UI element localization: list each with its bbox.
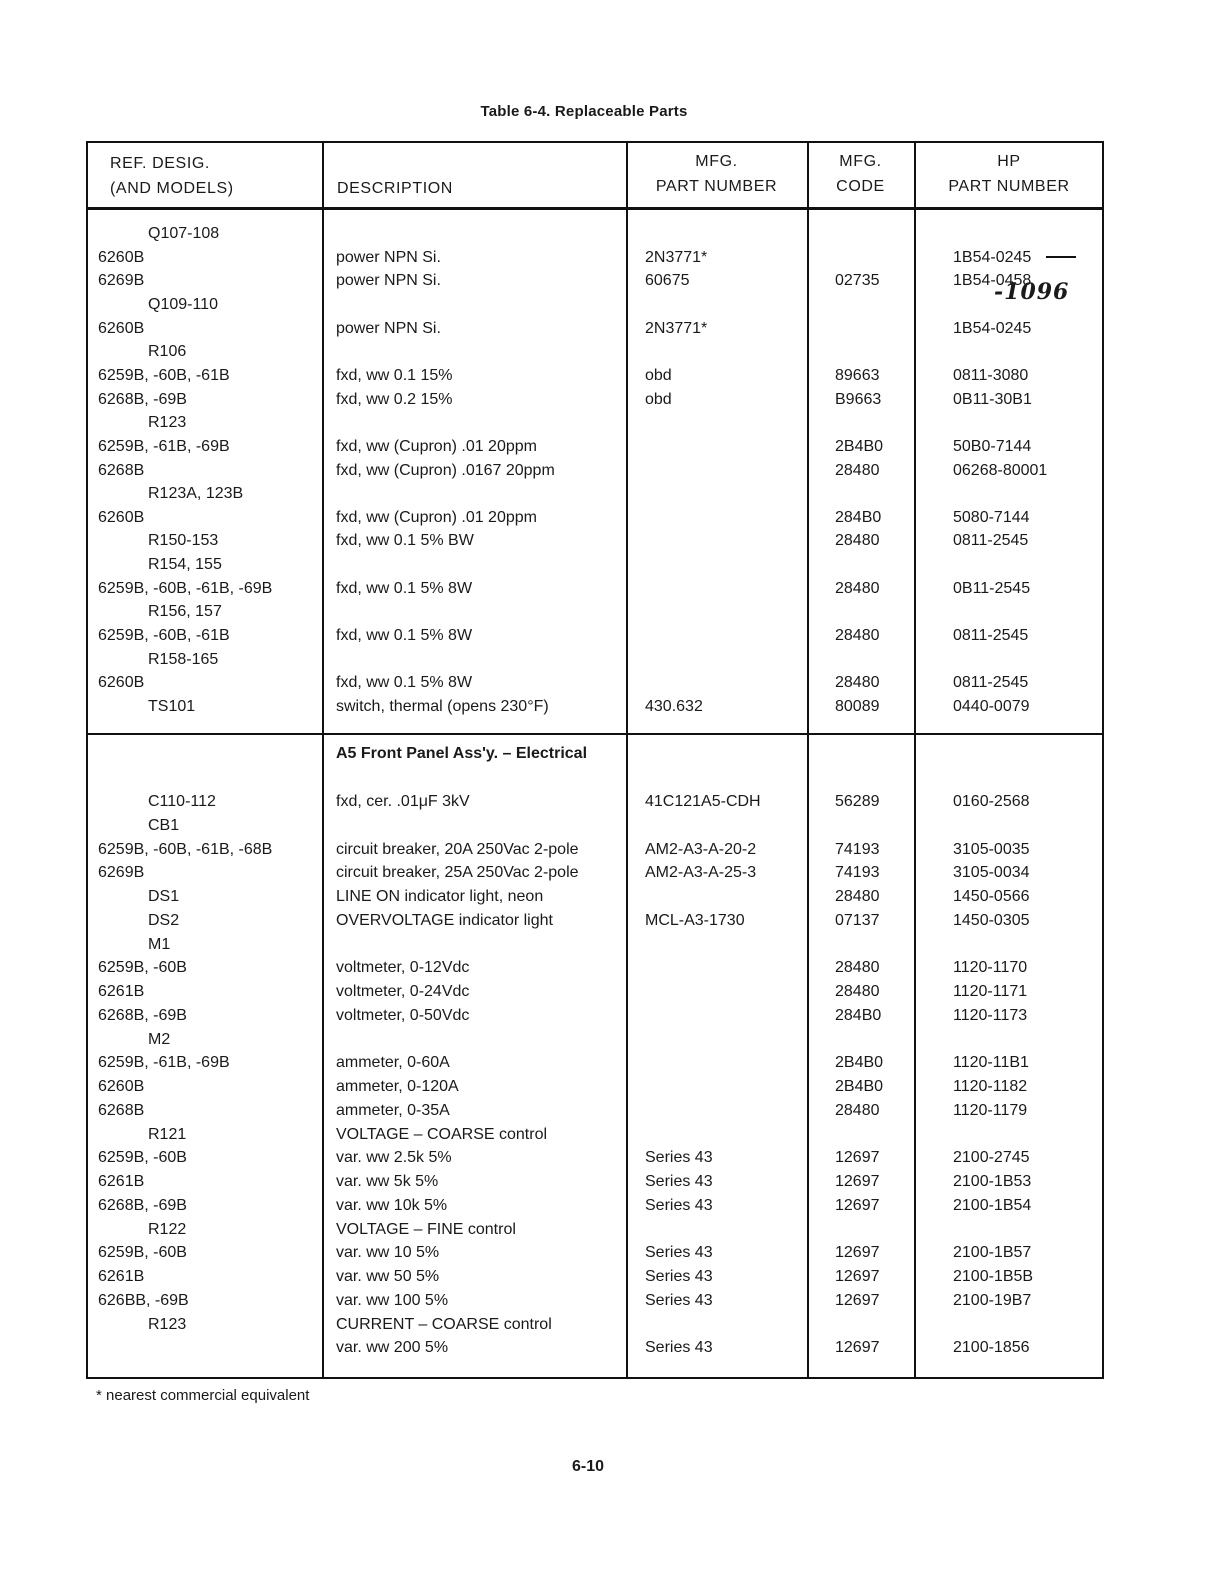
ref-desig-cell: 6259B, -60B, -61B (98, 627, 230, 645)
table-row (88, 340, 1102, 364)
ref-desig-cell: Q107-108 (148, 225, 220, 242)
ref-desig-cell: M2 (148, 1030, 171, 1048)
mfg-part-number-cell: 60675 (645, 272, 690, 290)
table-row (88, 980, 1102, 1004)
mfg-code-cell: 2B4B0 (835, 1078, 884, 1095)
ref-desig-cell: 6260B (98, 248, 145, 266)
mfg-code-cell: 28480 (835, 959, 880, 977)
hp-part-number-cell: 2100-19B7 (953, 1291, 1032, 1309)
table-title: Table 6-4. Replaceable Parts (480, 103, 688, 120)
table-row (88, 553, 1102, 577)
mfg-code-cell: 28480 (835, 1101, 880, 1119)
hp-part-number-cell: 1120-1182 (953, 1078, 1028, 1095)
ref-desig-cell: R123A, 123B (148, 485, 244, 503)
description-cell: var. ww 10 5% (336, 1244, 440, 1262)
description-cell: power NPN Si. (336, 319, 441, 337)
mfg-part-number-cell: Series 43 (645, 1173, 713, 1190)
section-heading-row (88, 742, 1102, 766)
description-cell: ammeter, 0-120A (336, 1078, 459, 1095)
hp-part-number-cell: 0811-2545 (953, 627, 1029, 645)
hp-part-number-cell: 2100-1B53 (953, 1173, 1032, 1190)
description-cell: power NPN Si. (336, 248, 441, 266)
description-cell: var. ww 5k 5% (336, 1173, 439, 1190)
mfg-code-cell: 02735 (835, 272, 880, 290)
table-row (88, 269, 1102, 293)
hp-part-number-cell: 2100-2745 (953, 1149, 1030, 1167)
ref-desig-cell: 6259B, -60B (98, 959, 187, 977)
mfg-part-number-cell: 2N3771* (645, 319, 708, 337)
strikethrough-mark (1046, 256, 1076, 258)
table-row (88, 577, 1102, 601)
ref-desig-cell: R158-165 (148, 650, 219, 668)
section-title: A5 Front Panel Ass'y. – Electrical (336, 745, 588, 762)
description-cell: var. ww 200 5% (336, 1339, 449, 1357)
table-row (88, 624, 1102, 648)
ref-desig-cell: 6259B, -60B, -61B, -68B (98, 840, 273, 858)
description-cell: fxd, ww (Cupron) .01 20ppm (336, 437, 537, 455)
table-row (88, 861, 1102, 885)
ref-desig-cell: R156, 157 (148, 603, 222, 621)
mfg-code-cell: 28480 (835, 532, 880, 550)
ref-desig-cell: R106 (148, 343, 187, 361)
description-cell: fxd, ww 0.1 5% 8W (336, 674, 473, 692)
table-row (88, 790, 1102, 814)
hp-part-number-cell: 1120-1179 (953, 1101, 1028, 1119)
mfg-part-number-cell: 41C121A5-CDH (645, 793, 761, 810)
description-cell: fxd, ww 0.1 5% 8W (336, 579, 473, 597)
description-cell: fxd, ww (Cupron) .0167 20ppm (336, 461, 555, 479)
table-row (88, 1004, 1102, 1028)
ref-desig-cell: 6268B, -69B (98, 1196, 187, 1214)
hp-part-number-cell: 1B54-0245 (953, 319, 1032, 337)
ref-desig-cell: 6260B (98, 674, 145, 692)
mfg-part-number-cell: obd (645, 366, 672, 384)
table-row (88, 671, 1102, 695)
mfg-code-cell: 2B4B0 (835, 437, 884, 455)
hp-part-number-cell: 3105-0034 (953, 864, 1030, 882)
mfg-code-cell: 284B0 (835, 508, 882, 526)
ref-desig-cell: R123 (148, 414, 187, 432)
mfg-part-number-cell: obd (645, 390, 672, 408)
hp-part-number-cell: 1B54-0458 (953, 272, 1032, 290)
mfg-part-number-cell: 430.632 (645, 698, 703, 715)
ref-desig-cell: R154, 155 (148, 556, 222, 574)
hp-part-number-cell: 3105-0035 (953, 840, 1030, 858)
description-cell: LINE ON indicator light, neon (336, 888, 544, 905)
ref-desig-cell: DS1 (148, 888, 180, 905)
mfg-code-cell: 28480 (835, 674, 880, 692)
hp-part-number-cell: 5080-7144 (953, 508, 1030, 526)
ref-desig-cell: 6261B (98, 1173, 145, 1190)
table-row (88, 695, 1102, 719)
table-row (88, 364, 1102, 388)
mfg-code-cell: 28480 (835, 461, 880, 479)
table-row (88, 600, 1102, 624)
table-row (88, 529, 1102, 553)
table-row (88, 1075, 1102, 1099)
ref-desig-cell: 6259B, -60B, -61B (98, 366, 230, 384)
mfg-part-number-cell: MCL-A3-1730 (645, 911, 745, 929)
mfg-code-cell: 28480 (835, 983, 880, 1000)
table-row (88, 246, 1102, 270)
ref-desig-cell: 6268B, -69B (98, 390, 187, 408)
table-row (88, 388, 1102, 412)
mfg-code-cell: 56289 (835, 793, 880, 810)
ref-desig-cell: 6268B (98, 461, 145, 479)
table-row (88, 814, 1102, 838)
ref-desig-cell: CB1 (148, 816, 180, 834)
ref-desig-cell: Q109-110 (148, 295, 218, 313)
ref-desig-cell: 6259B, -60B, -61B, -69B (98, 579, 273, 597)
mfg-code-cell: 12697 (835, 1268, 880, 1285)
mfg-code-cell: 89663 (835, 366, 880, 384)
table-row (88, 1123, 1102, 1147)
ref-desig-cell: M1 (148, 935, 171, 953)
description-cell: fxd, ww 0.2 15% (336, 390, 453, 408)
ref-desig-cell: 626BB, -69B (98, 1291, 189, 1309)
description-cell: power NPN Si. (336, 272, 441, 290)
ref-desig-cell: 6260B (98, 508, 145, 526)
mfg-code-cell: 12697 (835, 1244, 880, 1262)
table-row (88, 1313, 1102, 1337)
table-row (88, 1265, 1102, 1289)
table-row (88, 435, 1102, 459)
ref-desig-cell: 6259B, -60B (98, 1244, 187, 1262)
hp-part-number-cell: 2100-1856 (953, 1339, 1030, 1357)
description-cell: var. ww 10k 5% (336, 1196, 448, 1214)
mfg-code-cell: 12697 (835, 1291, 880, 1309)
table-row (88, 317, 1102, 341)
table-row (88, 1099, 1102, 1123)
mfg-part-number-cell: Series 43 (645, 1268, 713, 1285)
mfg-part-number-cell: Series 43 (645, 1339, 713, 1357)
description-cell: circuit breaker, 25A 250Vac 2-pole (336, 864, 579, 882)
header-rule (88, 207, 1102, 210)
ref-desig-cell: 6268B, -69B (98, 1006, 187, 1024)
hp-part-number-cell: 0440-0079 (953, 698, 1030, 715)
mfg-code-cell: 80089 (835, 698, 880, 715)
description-cell: fxd, cer. .01μF 3kV (336, 793, 470, 810)
table-row (88, 482, 1102, 506)
table-row (88, 933, 1102, 957)
handwritten-correction: -1096 (994, 279, 1070, 305)
mfg-code-cell: 28480 (835, 888, 880, 905)
description-cell: voltmeter, 0-50Vdc (336, 1006, 470, 1024)
ref-desig-cell: R122 (148, 1220, 187, 1238)
mfg-code-cell: B9663 (835, 390, 882, 408)
ref-desig-cell: 6259B, -61B, -69B (98, 437, 230, 455)
table-row (88, 885, 1102, 909)
table-row (88, 838, 1102, 862)
header-description: DESCRIPTION (337, 180, 453, 197)
hp-part-number-cell: 1120-1171 (953, 983, 1028, 1000)
hp-part-number-cell: 0811-3080 (953, 366, 1029, 384)
hp-part-number-cell: 1120-11B1 (953, 1054, 1029, 1072)
description-cell: fxd, ww 0.1 5% BW (336, 532, 474, 550)
ref-desig-cell: 6260B (98, 319, 145, 337)
mfg-part-number-cell: 2N3771* (645, 248, 708, 266)
description-cell: circuit breaker, 20A 250Vac 2-pole (336, 840, 579, 858)
hp-part-number-cell: 50B0-7144 (953, 437, 1032, 455)
section-rule (88, 733, 1102, 735)
description-cell: fxd, ww 0.1 5% 8W (336, 627, 473, 645)
mfg-code-cell: 12697 (835, 1196, 880, 1214)
header-mfg-part-number: MFG. PART NUMBER (655, 153, 778, 195)
ref-desig-cell: 6261B (98, 983, 145, 1000)
hp-part-number-cell: 0160-2568 (953, 793, 1030, 810)
table-row (88, 222, 1102, 246)
description-cell: VOLTAGE – COARSE control (336, 1125, 548, 1143)
description-cell: var. ww 50 5% (336, 1268, 440, 1285)
hp-part-number-cell: 2100-1B54 (953, 1196, 1032, 1214)
ref-desig-cell: 6269B (98, 864, 145, 882)
hp-part-number-cell: 0811-2545 (953, 532, 1029, 550)
description-cell: var. ww 2.5k 5% (336, 1149, 452, 1167)
table-row (88, 506, 1102, 530)
mfg-code-cell: 07137 (835, 911, 880, 929)
mfg-code-cell: 12697 (835, 1173, 880, 1190)
mfg-code-cell: 28480 (835, 579, 880, 597)
table-row (88, 1051, 1102, 1075)
description-cell: fxd, ww 0.1 15% (336, 366, 453, 384)
hp-part-number-cell: 0B11-30B1 (953, 390, 1032, 408)
table-row (88, 1170, 1102, 1194)
description-cell: VOLTAGE – FINE control (336, 1220, 516, 1238)
table-row (88, 1289, 1102, 1313)
ref-desig-cell: R123 (148, 1315, 187, 1333)
mfg-part-number-cell: Series 43 (645, 1244, 713, 1262)
mfg-code-cell: 2B4B0 (835, 1054, 884, 1072)
table-row (88, 411, 1102, 435)
description-cell: fxd, ww (Cupron) .01 20ppm (336, 508, 537, 526)
mfg-part-number-cell: Series 43 (645, 1196, 713, 1214)
mfg-part-number-cell: Series 43 (645, 1149, 713, 1167)
ref-desig-cell: 6259B, -61B, -69B (98, 1054, 230, 1072)
description-cell: switch, thermal (opens 230°F) (336, 698, 549, 715)
table-row (88, 1241, 1102, 1265)
ref-desig-cell: DS2 (148, 911, 180, 929)
mfg-code-cell: 12697 (835, 1339, 880, 1357)
ref-desig-cell: 6260B (98, 1078, 145, 1095)
hp-part-number-cell: 2100-1B5B (953, 1268, 1034, 1285)
hp-part-number-cell: 0B11-2545 (953, 579, 1031, 597)
table-row (88, 909, 1102, 933)
table-row (88, 1028, 1102, 1052)
ref-desig-cell: 6261B (98, 1268, 145, 1285)
mfg-part-number-cell: AM2-A3-A-20-2 (645, 840, 757, 858)
hp-part-number-cell: 1450-0566 (953, 888, 1030, 905)
mfg-code-cell: 284B0 (835, 1006, 882, 1024)
ref-desig-cell: R121 (148, 1125, 187, 1143)
ref-desig-cell: C110-112 (148, 793, 216, 810)
ref-desig-cell: 6259B, -60B (98, 1149, 187, 1167)
description-cell: voltmeter, 0-12Vdc (336, 959, 470, 977)
description-cell: ammeter, 0-35A (336, 1101, 450, 1119)
table-row (88, 1146, 1102, 1170)
header-ref-desig: REF. DESIG. (AND MODELS) (110, 155, 234, 197)
header-mfg-code: MFG. CODE (836, 153, 885, 195)
hp-part-number-cell: 1120-1173 (953, 1006, 1028, 1024)
mfg-part-number-cell: Series 43 (645, 1291, 713, 1309)
hp-part-number-cell: 06268-80001 (953, 461, 1048, 479)
mfg-code-cell: 28480 (835, 627, 880, 645)
ref-desig-cell: R150-153 (148, 532, 219, 550)
hp-part-number-cell: 2100-1B57 (953, 1244, 1032, 1262)
table-row (88, 1336, 1102, 1360)
hp-part-number-cell: 0811-2545 (953, 674, 1029, 692)
table-row (88, 648, 1102, 672)
description-cell: var. ww 100 5% (336, 1291, 449, 1309)
table-row (88, 293, 1102, 317)
table-row (88, 1194, 1102, 1218)
mfg-code-cell: 12697 (835, 1149, 880, 1167)
header-hp-part-number: HP PART NUMBER (948, 153, 1070, 195)
description-cell: voltmeter, 0-24Vdc (336, 983, 470, 1000)
description-cell: CURRENT – COARSE control (336, 1315, 552, 1333)
ref-desig-cell: 6269B (98, 272, 145, 290)
ref-desig-cell: 6268B (98, 1101, 145, 1119)
hp-part-number-cell: 1B54-0245 (953, 248, 1032, 266)
description-cell: OVERVOLTAGE indicator light (336, 911, 553, 929)
mfg-part-number-cell: AM2-A3-A-25-3 (645, 864, 757, 882)
description-cell: ammeter, 0-60A (336, 1054, 450, 1072)
table-row (88, 956, 1102, 980)
hp-part-number-cell: 1450-0305 (953, 911, 1030, 929)
table-row (88, 1218, 1102, 1242)
hp-part-number-cell: 1120-1170 (953, 959, 1028, 977)
mfg-code-cell: 74193 (835, 864, 880, 882)
table-row (88, 459, 1102, 483)
parts-table (86, 141, 1104, 1379)
footnote: * nearest commercial equivalent (96, 1387, 310, 1404)
mfg-code-cell: 74193 (835, 840, 880, 858)
page-number: 6-10 (571, 1458, 605, 1475)
ref-desig-cell: TS101 (148, 698, 196, 715)
